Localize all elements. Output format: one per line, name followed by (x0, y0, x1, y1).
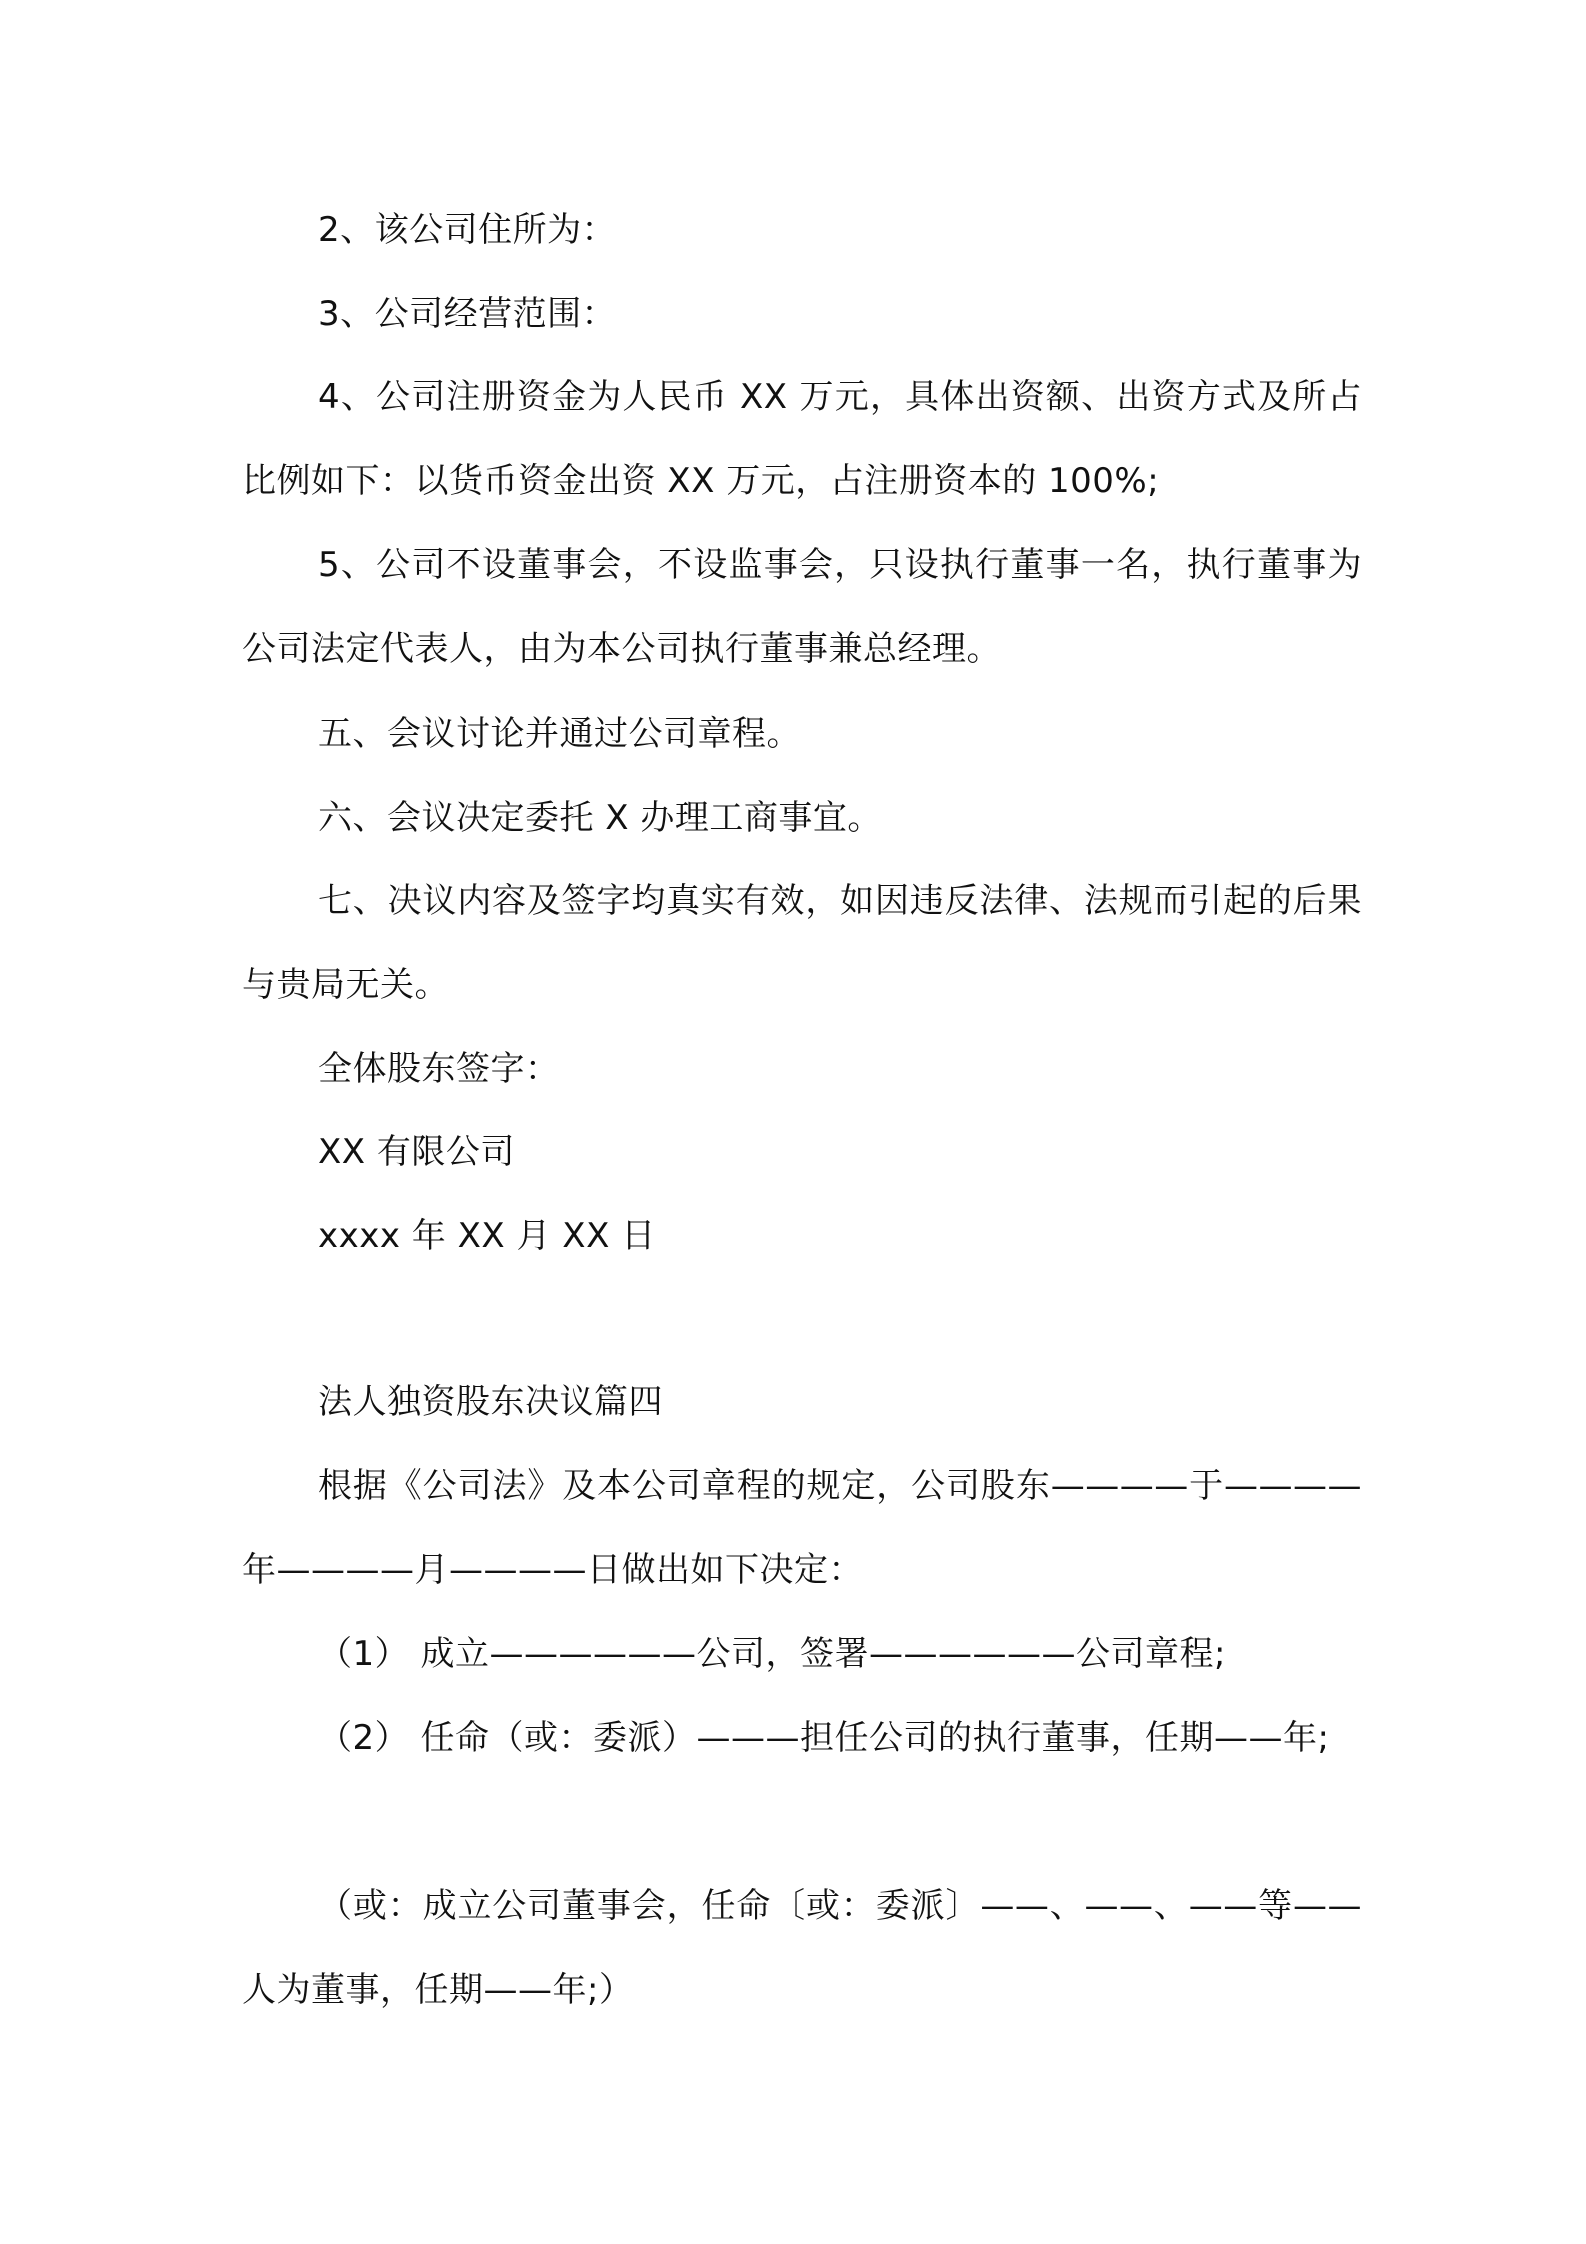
paragraph-item-1: （1） 成立——————公司，签署——————公司章程; (318, 1634, 1226, 1674)
paragraph-company-name: XX 有限公司 (318, 1132, 515, 1172)
paragraph-registered-capital: 4、公司注册资金为人民币 XX 万元，具体出资额、出资方式及所占比例如下：以货币资金出资 XX 万元，占注册资本的 100%; (242, 377, 1362, 501)
section-title: 法人独资股东决议篇四 (318, 1382, 663, 1422)
paragraph-articles-approved: 五、会议讨论并通过公司章程。 (318, 714, 801, 754)
paragraph-item-2: （2） 任命（或：委派）———担任公司的执行董事，任期——年; (318, 1718, 1330, 1758)
paragraph-business-scope: 3、公司经营范围： (318, 294, 617, 334)
paragraph-date: xxxx 年 XX 月 XX 日 (318, 1216, 656, 1256)
paragraph-shareholder-signatures: 全体股东签字： (318, 1049, 560, 1089)
paragraph-resolution-intro: 根据《公司法》及本公司章程的规定，公司股东————于————年————月————日做出如下决定： (242, 1466, 1362, 1590)
paragraph-board-alternative: （或：成立公司董事会，任命〔或：委派〕——、——、——等——人为董事，任期——年;） (242, 1886, 1362, 2010)
paragraph-executive-director: 5、公司不设董事会，不设监事会，只设执行董事一名，执行董事为公司法定代表人，由为本公司执行董事兼总经理。 (242, 545, 1362, 669)
paragraph-registration-delegate: 六、会议决定委托 X 办理工商事宜。 (318, 798, 882, 838)
paragraph-validity-statement: 七、决议内容及签字均真实有效，如因违反法律、法规而引起的后果与贵局无关。 (242, 881, 1362, 1005)
paragraph-company-address: 2、该公司住所为： (318, 210, 617, 250)
